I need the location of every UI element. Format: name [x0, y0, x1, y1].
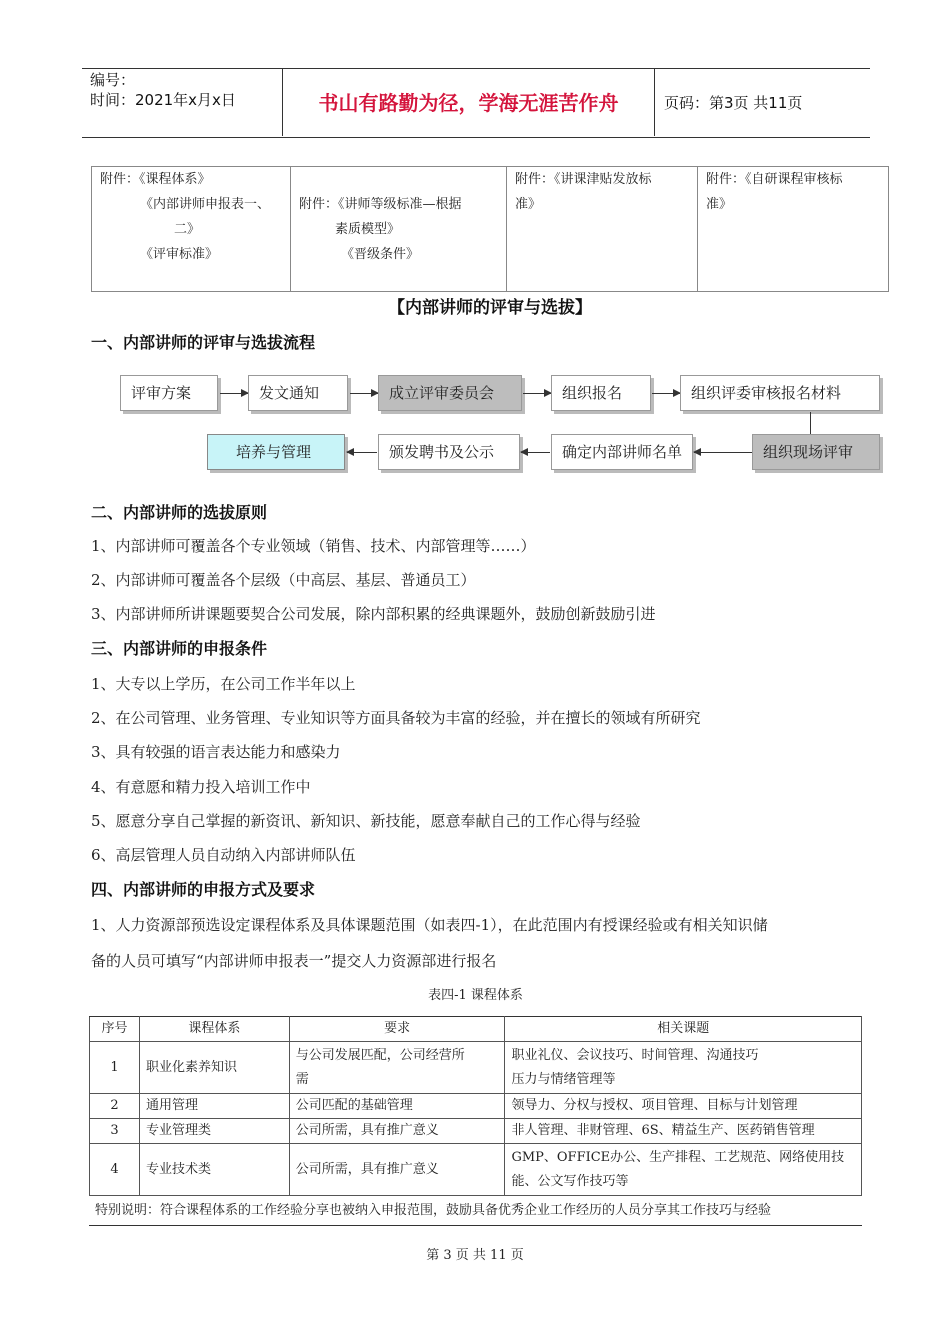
table-header-row — [90, 1017, 862, 1042]
table-cell-system: 职业化素养知识 — [139, 1042, 289, 1094]
condition-item: 2、在公司管理、业务管理、专业知识等方面具备较为丰富的经验，并在擅长的领域有所研究 — [91, 709, 701, 727]
flow-step-review-plan: 评审方案 — [120, 375, 218, 411]
arrow-right-icon — [523, 393, 551, 394]
table-cell-system: 专业技术类 — [139, 1144, 289, 1196]
main-title: 【内部讲师的评审与选拔】 — [388, 298, 592, 318]
table-cell-topics — [505, 1144, 862, 1196]
course-system-table — [89, 1016, 862, 1196]
cell-line: 与公司发展匹配，公司经营所 — [295, 1047, 465, 1063]
table-cell-topics — [505, 1042, 862, 1094]
table-row — [90, 1119, 862, 1144]
attachment-cell — [698, 167, 888, 291]
table-cell-system: 专业管理类 — [139, 1119, 289, 1144]
table-cell-no: 2 — [90, 1094, 140, 1119]
table-cell-no: 4 — [90, 1144, 140, 1196]
attachment-line: 附件：《课程体系》 — [100, 172, 211, 187]
attachment-line: 二》 — [174, 222, 201, 237]
arrow-left-icon — [694, 452, 752, 453]
table-cell-topics: 非人管理、非财管理、6S、精益生产、医药销售管理 — [505, 1119, 862, 1144]
flow-step-form-committee: 成立评审委员会 — [378, 375, 522, 411]
table-cell-requirement: 公司匹配的基础管理 — [289, 1094, 505, 1119]
section-4-paragraph: 1、人力资源部预选设定课程体系及具体课题范围（如表四-1），在此范围内有授课经验或有相关知识储 — [91, 916, 768, 934]
table-header-cell: 相关课题 — [505, 1017, 862, 1042]
cell-line: 能、公文写作技巧等 — [511, 1173, 629, 1189]
cell-line: 压力与情绪管理等 — [511, 1071, 616, 1087]
attachment-line: 《评审标准》 — [140, 247, 219, 262]
condition-item: 1、大专以上学历，在公司工作半年以上 — [91, 675, 356, 693]
flow-step-issue-notice: 发文通知 — [248, 375, 348, 411]
header-page-label: 页码：第3页 共11页 — [664, 94, 803, 112]
condition-item: 6、高层管理人员自动纳入内部讲师队伍 — [91, 846, 356, 864]
condition-item: 4、有意愿和精力投入培训工作中 — [91, 778, 311, 796]
flow-connector — [810, 412, 811, 434]
table-cell-no: 1 — [90, 1042, 140, 1094]
section-3-title: 三、内部讲师的申报条件 — [91, 639, 268, 658]
table-header-cell: 序号 — [90, 1017, 140, 1042]
header-number-label: 编号： — [90, 71, 136, 89]
table-header-cell: 课程体系 — [139, 1017, 289, 1042]
section-4-title: 四、内部讲师的申报方式及要求 — [91, 880, 316, 899]
table-cell-requirement — [289, 1042, 505, 1094]
table-caption: 表四-1 课程体系 — [428, 988, 523, 1003]
arrow-left-icon — [521, 452, 550, 453]
flow-step-confirm-list: 确定内部讲师名单 — [551, 434, 693, 470]
arrow-right-icon — [220, 393, 248, 394]
header-meta — [82, 70, 282, 134]
flow-step-review-materials: 组织评委审核报名材料 — [680, 375, 880, 411]
attachment-cell — [291, 167, 507, 291]
flow-step-onsite-review: 组织现场评审 — [752, 434, 880, 470]
principle-item: 2、内部讲师可覆盖各个层级（中高层、基层、普通员工） — [91, 571, 476, 589]
attachment-line: 准》 — [706, 197, 733, 212]
table-header-cell: 要求 — [289, 1017, 505, 1042]
attachment-line: 附件：《讲课津贴发放标 — [515, 172, 652, 187]
arrow-left-icon — [347, 452, 377, 453]
arrow-right-icon — [652, 393, 680, 394]
page-footer: 第 3 页 共 11 页 — [426, 1248, 524, 1263]
condition-item: 5、愿意分享自己掌握的新资讯、新知识、新技能，愿意奉献自己的工作心得与经验 — [91, 812, 641, 830]
table-note: 特别说明：符合课程体系的工作经验分享也被纳入申报范围，鼓励具备优秀企业工作经历的人员分享其工作技巧与经验 — [89, 1198, 862, 1226]
table-cell-no: 3 — [90, 1119, 140, 1144]
attachment-line: 准》 — [515, 197, 542, 212]
section-4-paragraph: 备的人员可填写“内部讲师申报表一”提交人力资源部进行报名 — [91, 952, 497, 970]
flow-step-training-management: 培养与管理 — [207, 434, 345, 470]
table-cell-system: 通用管理 — [139, 1094, 289, 1119]
header-divider — [654, 68, 655, 136]
attachment-line: 素质模型》 — [335, 222, 401, 237]
table-cell-topics: 领导力、分权与授权、项目管理、目标与计划管理 — [505, 1094, 862, 1119]
header-motto: 书山有路勤为径，学海无涯苦作舟 — [318, 91, 619, 115]
section-1-title: 一、内部讲师的评审与选拔流程 — [91, 333, 316, 352]
attachment-line — [291, 167, 506, 192]
table-row — [90, 1094, 862, 1119]
attachment-cell — [92, 167, 291, 291]
cell-line: GMP、OFFICE办公、生产排程、工艺规范、网络使用技 — [511, 1149, 845, 1165]
attachment-line: 《内部讲师申报表一、 — [140, 197, 271, 212]
attachment-cell — [507, 167, 698, 291]
attachment-table — [91, 166, 889, 292]
cell-line: 需 — [295, 1071, 309, 1087]
flow-step-issue-certificate: 颁发聘书及公示 — [378, 434, 520, 470]
table-row — [90, 1042, 862, 1094]
condition-item: 3、具有较强的语言表达能力和感染力 — [91, 743, 341, 761]
principle-item: 3、内部讲师所讲课题要契合公司发展，除内部积累的经典课题外，鼓励创新鼓励引进 — [91, 605, 656, 623]
table-cell-requirement: 公司所需，具有推广意义 — [289, 1119, 505, 1144]
arrow-right-icon — [350, 393, 378, 394]
table-cell-requirement: 公司所需，具有推广意义 — [289, 1144, 505, 1196]
table-row — [90, 1144, 862, 1196]
cell-line: 职业礼仪、会议技巧、时间管理、沟通技巧 — [511, 1047, 759, 1063]
flow-step-registration: 组织报名 — [551, 375, 651, 411]
attachment-line: 附件：《自研课程审核标 — [706, 172, 843, 187]
section-2-title: 二、内部讲师的选拔原则 — [91, 503, 268, 522]
attachment-line: 附件：《讲师等级标准—根据 — [299, 197, 462, 212]
header-time-label: 时间：2021年x月x日 — [90, 91, 236, 109]
principle-item: 1、内部讲师可覆盖各个专业领域（销售、技术、内部管理等……） — [91, 537, 536, 555]
attachment-line: 《晋级条件》 — [341, 247, 420, 262]
